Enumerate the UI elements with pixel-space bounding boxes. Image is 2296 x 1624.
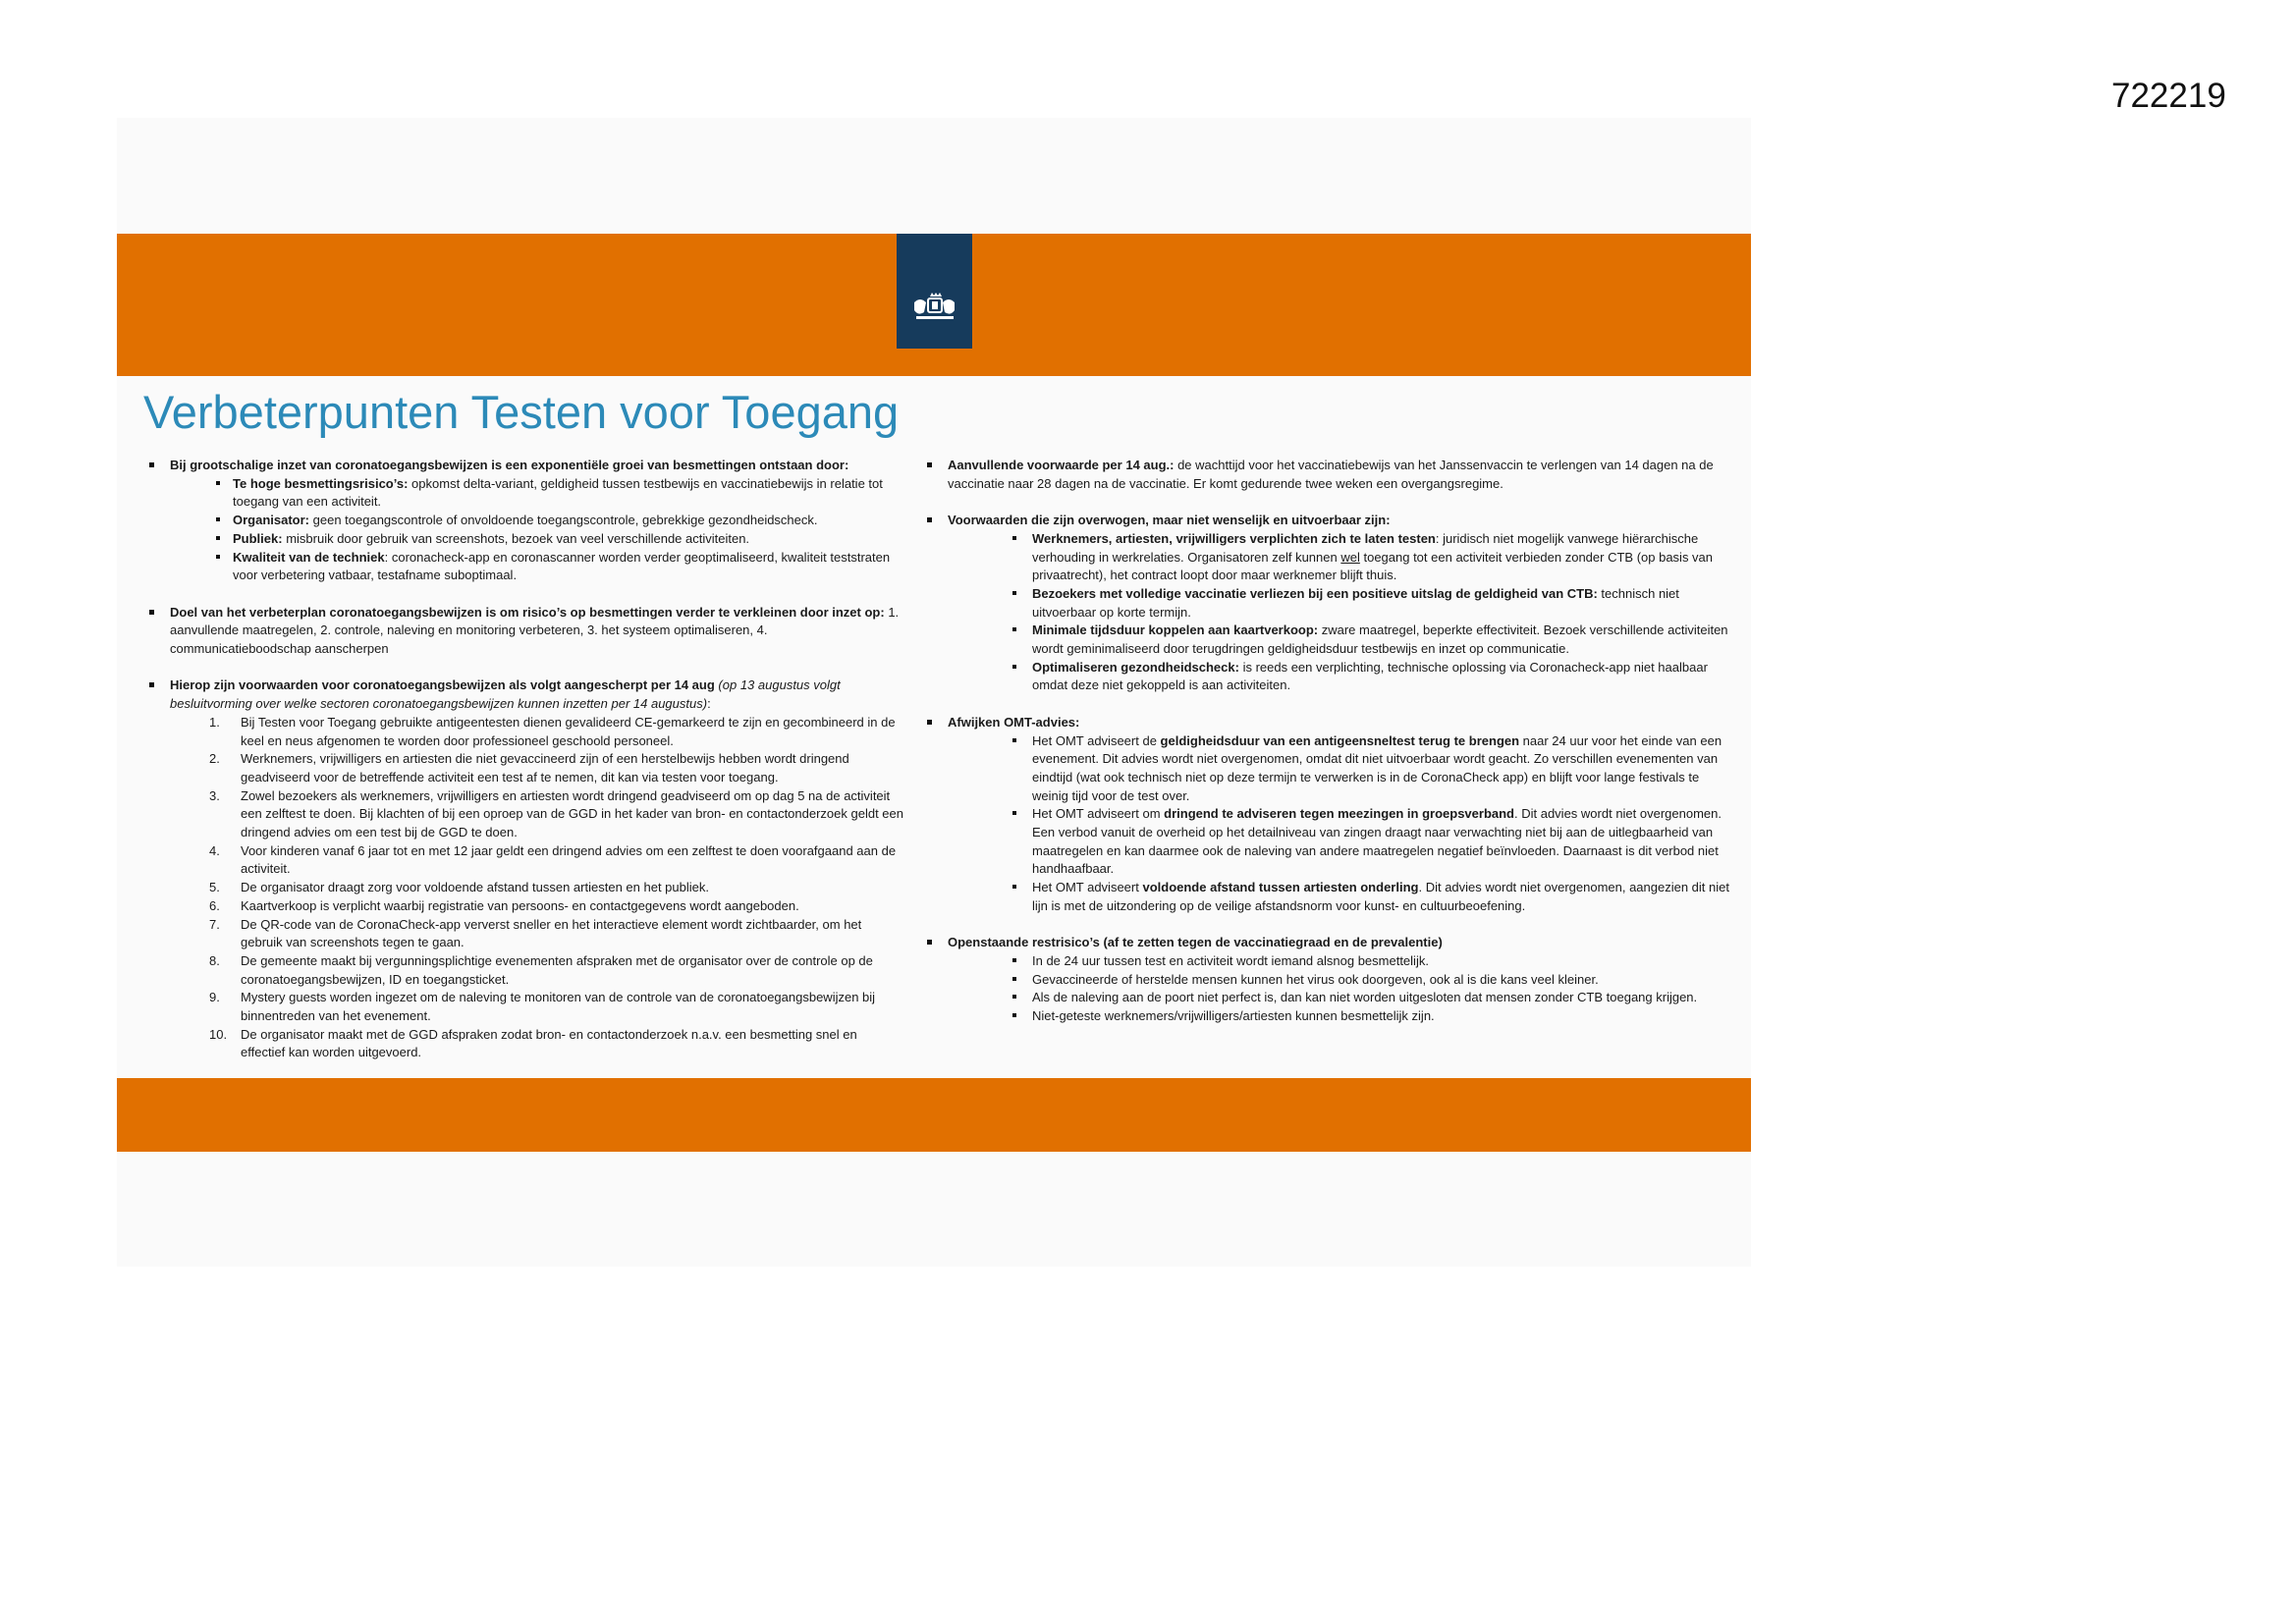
italic-text: (op 13 augustus volgt besluitvorming over welke sectoren coronatoegangsbewijzen kunnen inzetten per 14 augustus): [170, 677, 841, 712]
bold-text: Optimaliseren gezondheidscheck:: [1032, 659, 1239, 675]
bold-text: Afwijken OMT-advies:: [948, 714, 1080, 730]
bold-text: Werknemers, artiesten, vrijwilligers verplichten zich te laten testen: [1032, 530, 1436, 546]
text: Bij Testen voor Toegang gebruikte antigeentesten dienen gevalideerd CE-gemarkeerd te zijn en gecombineerd in de keel en neus afgenomen te worden door professioneel geschoold personeel.: [241, 714, 896, 748]
bullet-point: [147, 677, 903, 1062]
text: opkomst delta-variant, geldigheid tussen testbewijs en vaccinatiebewijs in relatie tot toegang van een activiteit.: [233, 475, 883, 510]
sub-bullet-list: [948, 530, 1730, 695]
bullet-heading: [948, 457, 1730, 493]
list-item: [170, 897, 903, 916]
list-number: 7.: [209, 916, 220, 932]
bullet-heading: [948, 512, 1730, 530]
bullet-heading: [170, 604, 903, 659]
text: Het OMT adviseert om: [1032, 806, 1165, 822]
list-number: 2.: [209, 751, 220, 767]
bold-text: geldigheidsduur van een antigeensneltest terug te brengen: [1160, 732, 1520, 748]
text: Zowel bezoekers als werknemers, vrijwilligers en artiesten wordt dringend geadviseerd om op dag 5 na de activiteit een zelftest te doen. Bij klachten of bij een oproep van de GGD in het kader van bron- en contactonderzoek geldt een dringend advies om een test bij de GGD te doen.: [241, 787, 903, 840]
list-item: [948, 952, 1730, 971]
document-number: 722219: [2111, 77, 2226, 115]
list-item: [948, 659, 1730, 695]
sub-bullet-list: [948, 732, 1730, 916]
bullet-heading: [948, 714, 1730, 732]
list-item: [170, 952, 903, 989]
list-item: [170, 714, 903, 750]
bold-text: Openstaande restrisico’s (af te zetten tegen de vaccinatiegraad en de prevalentie): [948, 935, 1443, 950]
list-item: [170, 475, 903, 512]
text: zware maatregel, beperkte effectiviteit. Bezoek verschillende activiteiten wordt geminimaliseerd door terugdringen geldigheidsduur testbewijs en inzet op communicatie.: [1032, 623, 1728, 657]
text: De QR-code van de CoronaCheck-app ververst sneller en het interactieve element wordt zichtbaarder, om het gebruik van screenshots tegen te gaan.: [241, 916, 862, 950]
text: Gevaccineerde of herstelde mensen kunnen het virus ook doorgeven, ook al is die kans veel kleiner.: [1032, 971, 1599, 987]
bold-text: Bij grootschalige inzet van coronatoegangsbewijzen is een exponentiële groei van besmettingen ontstaan door:: [170, 458, 849, 472]
text: de wachttijd voor het vaccinatiebewijs van het Janssenvaccin te verlengen van 14 dagen na de vaccinatie naar 28 dagen na de vaccinatie. Er komt gedurende twee weken een overgangsregime.: [948, 458, 1714, 491]
bullet-point: [925, 457, 1730, 493]
bullet-heading: [170, 457, 903, 475]
text: De gemeente maakt bij vergunningsplichtige evenementen afspraken met de organisator over de controle op de coronatoegangsbewijzen, ID en toegangsticket.: [241, 952, 873, 987]
list-item: [948, 989, 1730, 1007]
text: . Dit advies wordt niet overgenomen. Een verbod vanuit de overheid op het detailniveau van zingen draagt naar verwachting niet bij aan de uitlegbaarheid van maatregelen en kan daarmee ook de naleving van andere maatregelen negatief beïnvloeden. Daarnaast is dit verbod niet handhaafbaar.: [1032, 806, 1722, 877]
list-number: 1.: [209, 714, 220, 730]
bullet-point: [147, 457, 903, 585]
bold-text: Aanvullende voorwaarde per 14 aug.:: [948, 458, 1175, 472]
list-item: [948, 805, 1730, 879]
list-item: [948, 732, 1730, 806]
text: misbruik door gebruik van screenshots, bezoek van veel verschillende activiteiten.: [282, 530, 750, 546]
bullet-point: [925, 512, 1730, 695]
list-item: [170, 512, 903, 530]
list-number: 5.: [209, 880, 220, 895]
list-item: [170, 530, 903, 549]
bold-text: Doel van het verbeterplan coronatoegangsbewijzen is om risico’s op besmettingen verder te verkleinen door inzet op:: [170, 604, 885, 620]
list-item: [170, 842, 903, 879]
bold-text: Voorwaarden die zijn overwogen, maar niet wenselijk en uitvoerbaar zijn:: [948, 513, 1391, 528]
text: . Dit advies wordt niet overgenomen, aangezien dit niet lijn is met de uitzondering op de veilige afstandsnorm voor kunst- en cultuurbeoefening.: [1032, 880, 1729, 913]
bullet-point: [147, 604, 903, 659]
list-item: [948, 622, 1730, 658]
slide-title: Verbeterpunten Testen voor Toegang: [143, 386, 900, 438]
bullet-heading: [170, 677, 903, 713]
text: : coronacheck-app en coronascanner worden verder geoptimaliseerd, kwaliteit teststraten voor verbetering vatbaar, testafname suboptimaal.: [233, 549, 891, 583]
right-column: [925, 457, 1730, 1044]
text: 1. aanvullende maatregelen, 2. controle, naleving en monitoring verbeteren, 3. het systeem optimaliseren, 4. communicatieboodschap aanscherpen: [170, 604, 900, 657]
list-item: [170, 989, 903, 1025]
text: Niet-geteste werknemers/vrijwilligers/artiesten kunnen besmettelijk zijn.: [1032, 1008, 1435, 1024]
logo: [897, 234, 972, 349]
list-item: [948, 1007, 1730, 1026]
list-number: 10.: [209, 1026, 228, 1042]
text: :: [707, 696, 711, 712]
list-number: 9.: [209, 990, 220, 1005]
bold-text: Publiek:: [233, 530, 283, 546]
text: Voor kinderen vanaf 6 jaar tot en met 12 jaar geldt een dringend advies om een zelftest te doen voorafgaand aan de activiteit.: [241, 842, 897, 877]
bullet-heading: [948, 934, 1730, 952]
list-item: [948, 971, 1730, 990]
list-item: [170, 1026, 903, 1062]
bold-text: Te hoge besmettingsrisico’s:: [233, 475, 409, 491]
list-number: 8.: [209, 952, 220, 968]
list-item: [170, 787, 903, 842]
bullet-point: [925, 934, 1730, 1026]
bold-text: Hierop zijn voorwaarden voor coronatoegangsbewijzen als volgt aangescherpt per 14 aug: [170, 677, 715, 693]
bold-text: Bezoekers met volledige vaccinatie verliezen bij een positieve uitslag de geldigheid van CTB:: [1032, 585, 1598, 601]
sub-bullet-list: [948, 952, 1730, 1026]
list-number: 4.: [209, 842, 220, 858]
left-column: [147, 457, 903, 1081]
bold-text: Kwaliteit van de techniek: [233, 549, 385, 565]
text: is reeds een verplichting, technische oplossing via Coronacheck-app niet haalbaar omdat deze niet gekoppeld is aan activiteiten.: [1032, 659, 1708, 693]
list-item: [948, 879, 1730, 915]
text: De organisator draagt zorg voor voldoende afstand tussen artiesten en het publiek.: [241, 880, 709, 895]
text: technisch niet uitvoerbaar op korte termijn.: [1032, 585, 1679, 620]
list-number: 3.: [209, 787, 220, 803]
list-item: [170, 750, 903, 786]
list-item: [948, 530, 1730, 585]
text: Het OMT adviseert: [1032, 880, 1143, 895]
text: Het OMT adviseert de: [1032, 732, 1161, 748]
bullet-point: [925, 714, 1730, 916]
numbered-list: [170, 714, 903, 1062]
text: In de 24 uur tussen test en activiteit wordt iemand alsnog besmettelijk.: [1032, 952, 1429, 968]
rijksoverheid-coat-of-arms-icon: [897, 234, 972, 349]
text: Werknemers, vrijwilligers en artiesten die niet gevaccineerd zijn of een herstelbewijs hebben wordt dringend geadviseerd voor de betreffende activiteit een test af te nemen, dit kan via testen voor toegang.: [241, 751, 849, 785]
bold-text: dringend te adviseren tegen meezingen in groepsverband: [1164, 806, 1514, 822]
text: De organisator maakt met de GGD afspraken zodat bron- en contactonderzoek n.a.v. een besmetting snel en effectief kan worden uitgevoerd.: [241, 1026, 857, 1060]
text: geen toegangscontrole of onvoldoende toegangscontrole, gebrekkige gezondheidscheck.: [309, 513, 818, 528]
text: : juridisch niet mogelijk vanwege hiërarchische verhouding in werkrelaties. Organisatoren zelf kunnen: [1032, 530, 1699, 565]
text: Mystery guests worden ingezet om de naleving te monitoren van de controle van de coronatoegangsbewijzen bij binnentreden van het evenement.: [241, 990, 876, 1024]
bold-text: Minimale tijdsduur koppelen aan kaartverkoop:: [1032, 623, 1319, 638]
footer-band: [117, 1078, 1751, 1152]
list-item: [170, 549, 903, 585]
text: toegang tot een activiteit verbieden zonder CTB (op basis van privaatrecht), het contract loopt door maar werknemer blijft thuis.: [1032, 549, 1714, 583]
sub-bullet-list: [170, 475, 903, 585]
list-number: 6.: [209, 897, 220, 913]
text: naar 24 uur voor het einde van een evenement. Dit advies wordt niet overgenomen, omdat dit niet uitvoerbaar wordt geacht. Zo verschillen evenementen van eindtijd (wat ook technisch niet op deze termijn te verwerken is in de CoronaCheck app) en blijft voor lange festivals te weinig tijd voor de test over.: [1032, 732, 1722, 803]
list-item: [948, 585, 1730, 622]
list-item: [170, 916, 903, 952]
text: Als de naleving aan de poort niet perfect is, dan kan niet worden uitgesloten dat mensen zonder CTB toegang krijgen.: [1032, 990, 1698, 1005]
list-item: [170, 879, 903, 897]
text: Kaartverkoop is verplicht waarbij registratie van persoons- en contactgegevens wordt aangeboden.: [241, 897, 799, 913]
bold-text: voldoende afstand tussen artiesten onderling: [1142, 880, 1419, 895]
bold-text: Organisator:: [233, 513, 310, 528]
underlined-text: wel: [1340, 549, 1360, 565]
